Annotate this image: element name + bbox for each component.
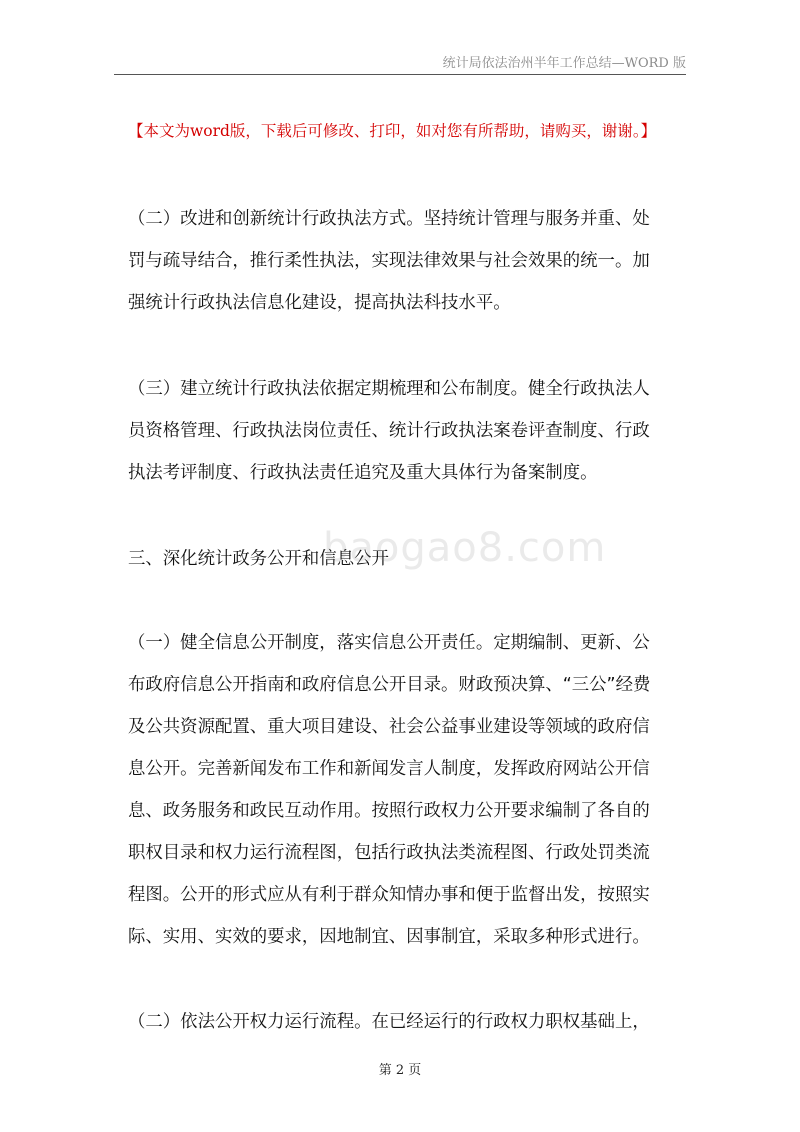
text-line: （一）健全信息公开制度，落实信息公开责任。定期编制、更新、公 bbox=[128, 633, 650, 653]
text-line: 际、实用、实效的要求，因地制宜、因事制宜，采取多种形式进行。 bbox=[128, 927, 650, 947]
text-line: 布政府信息公开指南和政府信息公开目录。财政预决算、“三公”经费 bbox=[128, 675, 651, 695]
header-divider bbox=[114, 74, 686, 75]
text-line: （三）建立统计行政执法依据定期梳理和公布制度。健全行政执法人 bbox=[128, 379, 650, 399]
text-line: 程图。公开的形式应从有利于群众知情办事和便于监督出发，按照实 bbox=[128, 885, 650, 905]
text-line: 执法考评制度、行政执法责任追究及重大具体行为备案制度。 bbox=[128, 463, 598, 483]
paragraph-power-process bbox=[128, 1001, 650, 1043]
watermark: baogao8.com bbox=[323, 525, 607, 571]
text-line: 职权目录和权力运行流程图，包括行政执法类流程图、行政处罚类流 bbox=[128, 843, 650, 863]
text-line: 员资格管理、行政执法岗位责任、统计行政执法案卷评查制度、行政 bbox=[128, 421, 650, 441]
text-line: 息公开。完善新闻发布工作和新闻发言人制度，发挥政府网站公开信 bbox=[128, 759, 650, 779]
text-line: （二）改进和创新统计行政执法方式。坚持统计管理与服务并重、处 bbox=[128, 209, 650, 229]
paragraph-enforcement-methods bbox=[128, 198, 650, 324]
paragraph-enforcement-basis bbox=[128, 368, 650, 494]
page-number: 第 2 页 bbox=[378, 1063, 422, 1078]
text-line: 三、深化统计政务公开和信息公开 bbox=[128, 549, 389, 569]
paragraph-information-disclosure bbox=[128, 622, 650, 958]
text-line: 及公共资源配置、重大项目建设、社会公益事业建设等领域的政府信 bbox=[128, 717, 650, 737]
text-line: （二）依法公开权力运行流程。在已经运行的行政权力职权基础上， bbox=[128, 1012, 650, 1032]
purchase-notice: 【本文为word版，下载后可修改、打印，如对您有所帮助，请购买，谢谢。】 bbox=[128, 122, 657, 140]
text-line: 息、政务服务和政民互动作用。按照行政权力公开要求编制了各自的 bbox=[128, 801, 650, 821]
text-line: 罚与疏导结合，推行柔性执法，实现法律效果与社会效果的统一。加 bbox=[128, 251, 650, 271]
running-header: 统计局依法治州半年工作总结—WORD 版 bbox=[442, 56, 686, 71]
text-line: 强统计行政执法信息化建设，提高执法科技水平。 bbox=[128, 293, 511, 313]
